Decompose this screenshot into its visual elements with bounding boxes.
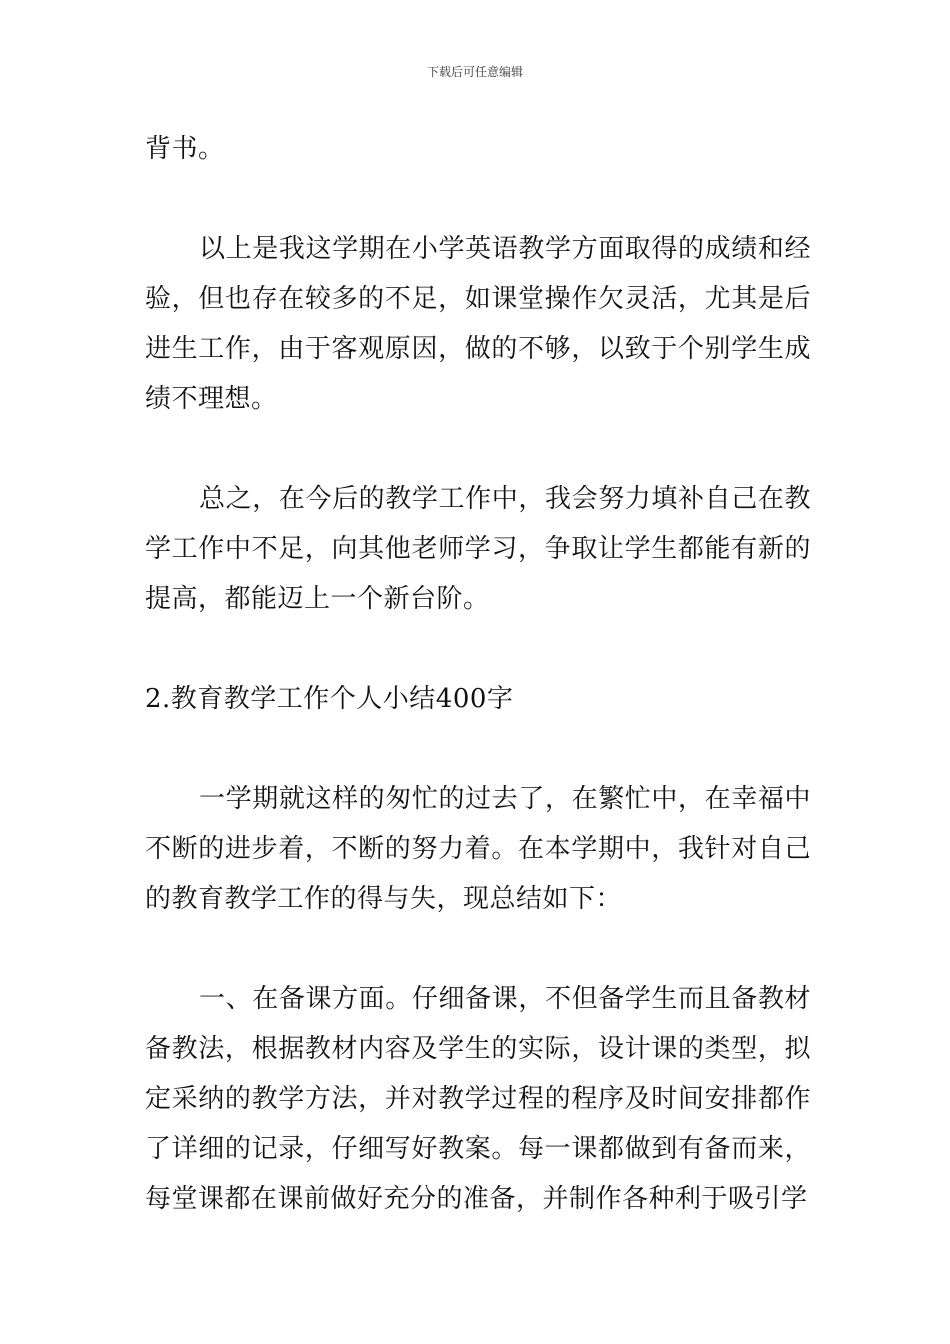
page-header-note: 下载后可任意编辑 [426,65,523,79]
paragraph-lesson-prep: 一、在备课方面。仔细备课，不但备学生而且备教材备教法，根据教材内容及学生的实际，设计课的类型，拟定采纳的教学方法，并对教学过程的程序及时间安排都作了详细的记录，仔细写好教案。每一课都做到有备而来，每堂课都在课前做好充分的准备，并制作各种利于吸引学 [145,984,811,1214]
paragraph-conclusion: 总之，在今后的教学工作中，我会努力填补自己在教学工作中不足，向其他老师学习，争取让学生都能有新的提高，都能迈上一个新台阶。 [145,484,811,614]
section-heading: 2.教育教学工作个人小结400字 [145,684,514,714]
paragraph-intro: 一学期就这样的匆忙的过去了，在繁忙中，在幸福中不断的进步着，不断的努力着。在本学期中，我针对自己的教育教学工作的得与失，现总结如下： [145,784,811,914]
paragraph-summary: 以上是我这学期在小学英语教学方面取得的成绩和经验，但也存在较多的不足，如课堂操作欠灵活，尤其是后进生工作，由于客观原因，做的不够，以致于个别学生成绩不理想。 [145,234,811,414]
paragraph-continuation: 背书。 [145,134,225,164]
document-body [145,124,811,1224]
